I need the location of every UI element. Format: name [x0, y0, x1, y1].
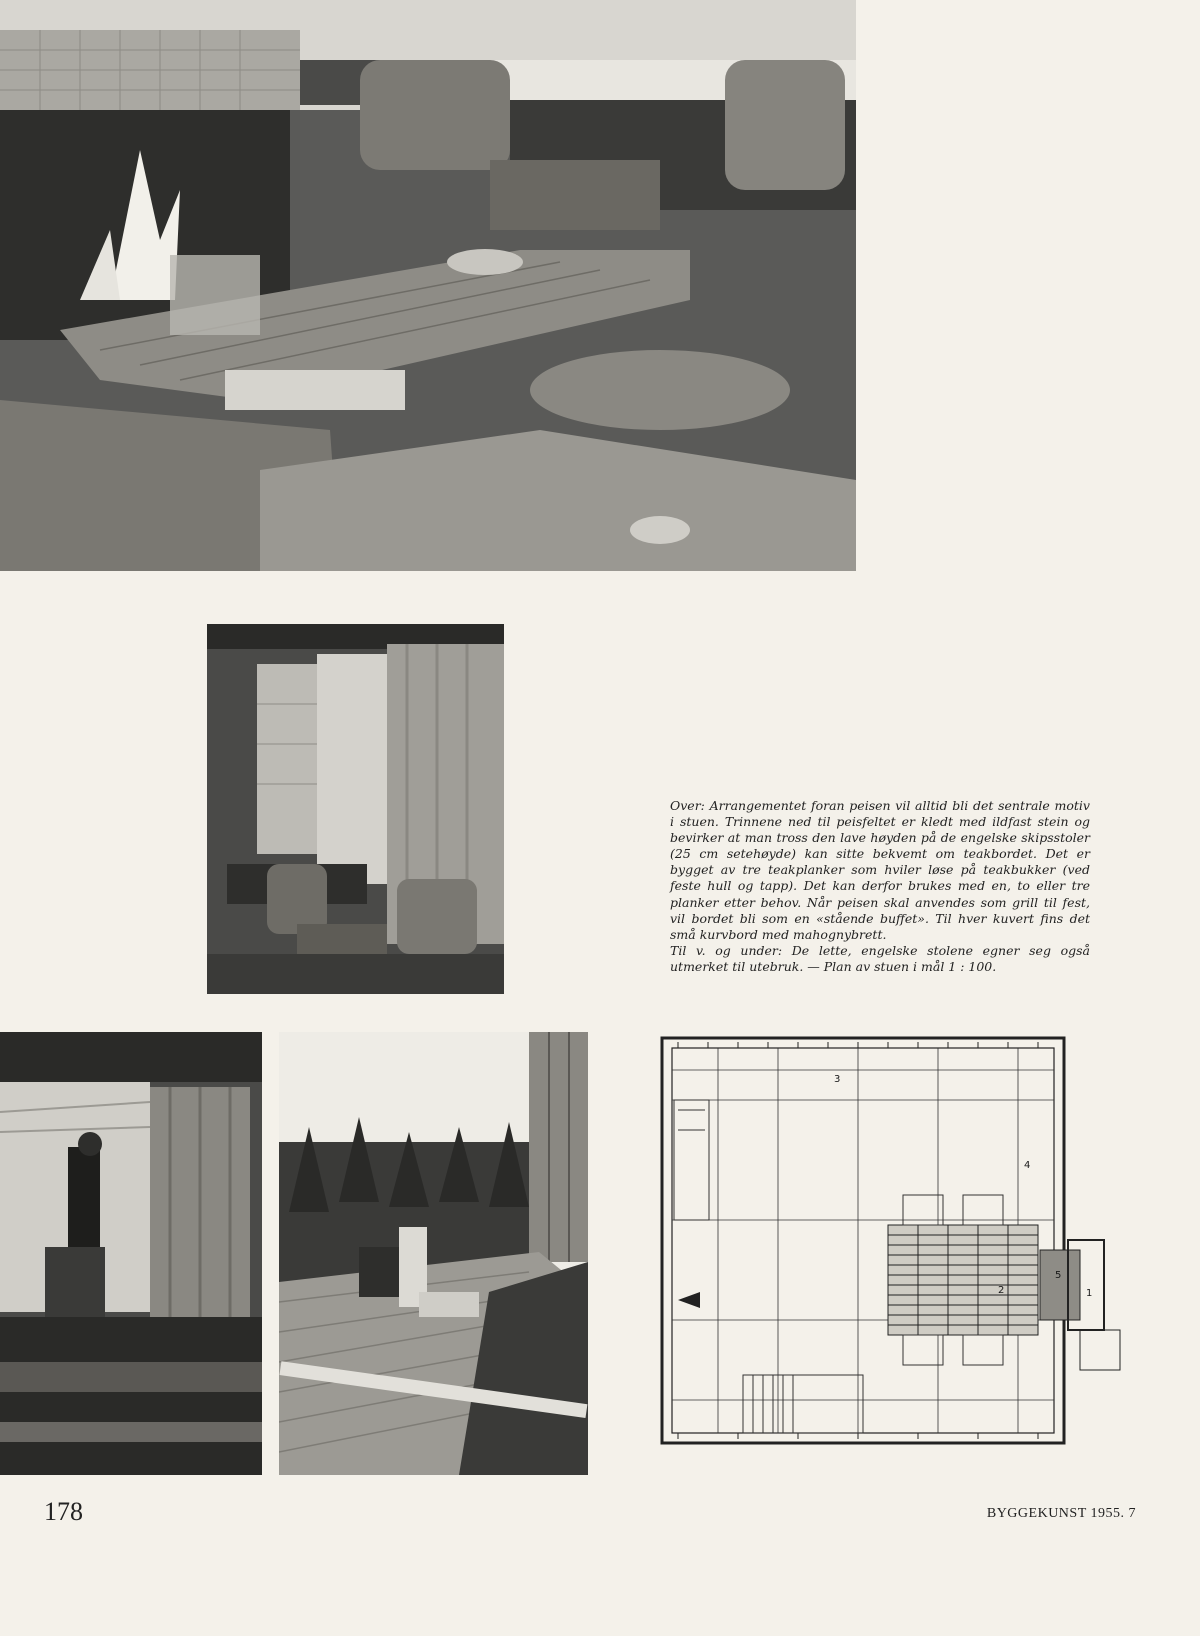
photo-caption: [670, 798, 1090, 975]
plan-marker-2: 2: [998, 1285, 1005, 1296]
photo-terrace-outdoor: [279, 1032, 588, 1475]
page-number: 178: [44, 1497, 83, 1526]
plan-marker-3: 3: [834, 1074, 841, 1085]
photo-fireplace-lounge: [0, 0, 856, 571]
caption-paragraph-over: Over: Arrangementet foran peisen vil alltid bli det sentrale motiv i stuen. Trinnene ned til peisfeltet er kledt med ildfast stein og bevirker at man tross den lave høyden på de engelske skipsstoler (25 cm setehøyde) kan sitte bekvemt om teakbordet. Det er bygget av tre teakplanker som hviler løse på teakbukker (ved feste hull og tapp). Det kan derfor brukes med en, to eller tre planker etter behov. Når peisen skal anvendes som grill til fest, vil bordet bli som en «stående buffet». Til hver kuvert fins det små kurvbord med mahognybrett.: [670, 798, 1090, 942]
plan-marker-1: 1: [1086, 1288, 1093, 1299]
photo-window-chairs: [207, 624, 504, 994]
plan-marker-4: 4: [1024, 1160, 1031, 1171]
caption-paragraph-under: Til v. og under: De lette, engelske stolene egner seg også utmerket til utebruk. — Plan av stuen i mål 1 : 100.: [670, 942, 1090, 974]
journal-reference: BYGGEKUNST 1955. 7: [986, 1506, 1136, 1521]
photo-entrance-person: [0, 1032, 262, 1475]
plan-marker-5: 5: [1055, 1270, 1062, 1281]
floor-plan-drawing: [648, 1030, 1168, 1476]
